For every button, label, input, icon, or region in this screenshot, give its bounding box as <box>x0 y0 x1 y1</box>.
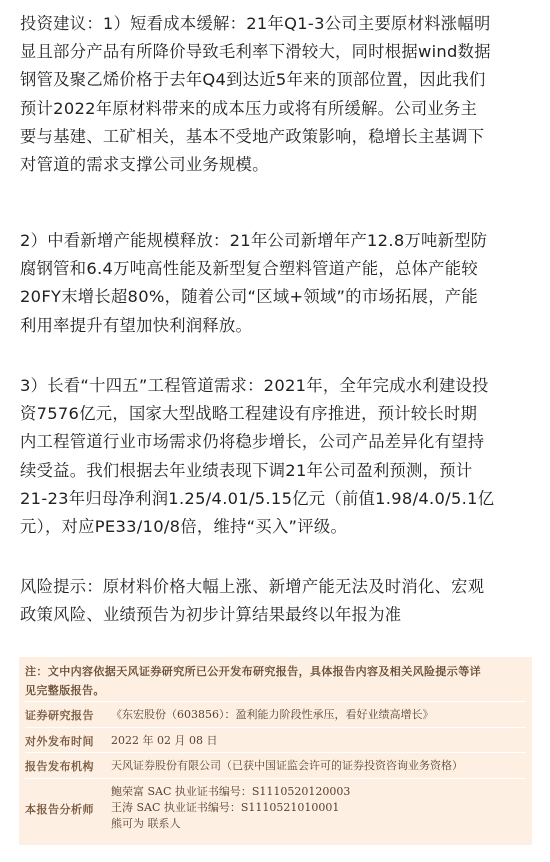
text-line: 元），对应PE33/10/8倍，维持“买入”评级。 <box>20 517 348 537</box>
capacity-paragraph <box>20 227 532 340</box>
value-line: 天风证券股份有限公司（已获中国证监会许可的证券投资咨询业务资格） <box>111 759 463 772</box>
long-term-demand-paragraph <box>20 372 532 541</box>
text-line: 3）长看“十四五”工程管道需求：2021年，全年完成水利建设投 <box>20 376 489 395</box>
report-disclaimer-box <box>19 657 532 845</box>
row-label: 本报告分析师 <box>25 803 94 816</box>
note-line: 注：文中内容依据天风证券研究所已公开发布研究报告，具体报告内容及相关风险提示等详 <box>25 665 481 678</box>
text-line: 显且部分产品有所降价导致毛利率下滑较大，同时根据wind数据 <box>20 42 491 62</box>
value-line: 《东宏股份（603856）：盈利能力阶段性承压，看好业绩高增长》 <box>111 708 434 721</box>
text-line: 续受益。我们根据去年业绩表现下调21年公司盈利预测，预计 <box>20 460 473 480</box>
row-value <box>111 707 526 723</box>
text-line: 利用率提升有望加快利润释放。 <box>20 315 253 335</box>
divider <box>25 727 526 728</box>
text-line: 钢管及聚乙烯价格于去年Q4到达近5年来的顶部位置，因此我们 <box>20 70 486 90</box>
text-line: 对管道的需求支撑公司业务规模。 <box>20 155 269 175</box>
text-line: 投资建议：1）短看成本缓解：21年Q1-3公司主要原材料涨幅明 <box>20 14 491 33</box>
divider <box>25 778 526 779</box>
text-line: 风险提示：原材料价格大幅上涨、新增产能无法及时消化、宏观 <box>20 577 485 596</box>
investment-advice-paragraph <box>20 10 532 179</box>
text-line: 资7576亿元，国家大型战略工程建设有序推进，预计较长时期 <box>20 404 478 424</box>
row-value <box>111 733 526 749</box>
text-line: 2）中看新增产能规模释放：21年公司新增年产12.8万吨新型防 <box>20 231 488 250</box>
row-value <box>111 784 526 832</box>
text-line: 20FY末增长超80%，随着公司“区域+领域”的市场拓展，产能 <box>20 287 478 307</box>
text-line: 内工程管道行业市场需求仍将稳步增长，公司产品差异化有望持 <box>20 432 485 452</box>
row-value <box>111 758 526 774</box>
disclaimer-note <box>25 662 525 700</box>
row-label: 对外发布时间 <box>25 735 94 748</box>
row-label: 报告发布机构 <box>25 760 94 773</box>
row-label: 证券研究报告 <box>25 709 94 722</box>
text-line: 21-23年归母净利润1.25/4.01/5.15亿元（前值1.98/4.0/5.1亿 <box>20 488 495 508</box>
value-line: 鲍荣富 SAC 执业证书编号：S1110520120003 <box>111 785 351 798</box>
text-line: 政策风险、业绩预告为初步计算结果最终以年报为准 <box>20 605 402 625</box>
risk-warning-paragraph <box>20 573 532 629</box>
value-line: 熊可为 联系人 <box>111 817 181 830</box>
text-line: 预计2022年原材料带来的成本压力或将有所缓解。公司业务主 <box>20 98 478 118</box>
divider <box>25 701 526 702</box>
value-line: 王涛 SAC 执业证书编号：S1110521010001 <box>111 801 340 814</box>
note-line: 见完整版报告。 <box>25 684 105 697</box>
value-line: 2022 年 02 月 08 日 <box>111 734 218 747</box>
text-line: 腐钢管和6.4万吨高性能及新型复合塑料管道产能，总体产能较 <box>20 259 478 279</box>
divider <box>25 752 526 753</box>
text-line: 要与基建、工矿相关，基本不受地产政策影响，稳增长主基调下 <box>20 126 485 146</box>
